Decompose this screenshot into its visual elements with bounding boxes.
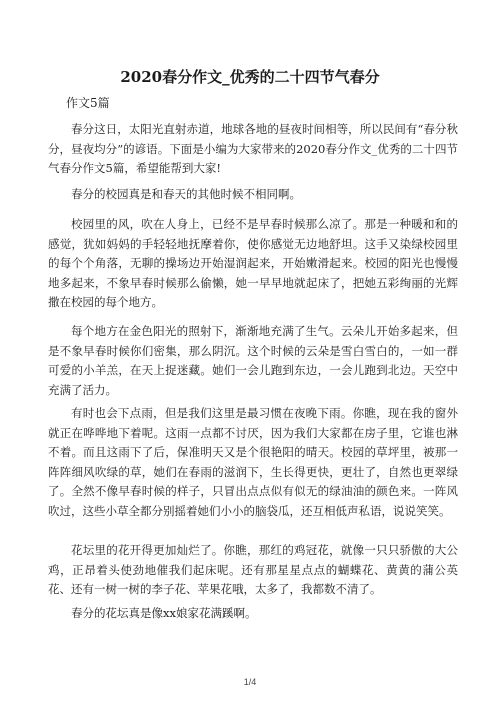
paragraph: 春分的校园真是和春天的其他时候不相同啊。 [71, 187, 301, 201]
paragraph: 每个地方在金色阳光的照射下，渐渐地充满了生气。云朵儿开始多起来，但是不象早春时候你们密集，那么阴沉。这个时候的云朵是雪白雪白的，一如一群可爱的小羊羔，在天上捉迷藏。她们一会儿跑到东边，一会儿跑到北边。天空中充满了活力。 [48, 324, 458, 397]
paragraph: 春分的花坛真是像xx娘家花满蹊啊。 [71, 606, 257, 620]
document-title: 2020春分作文_优秀的二十四节气春分 [120, 68, 380, 86]
paragraph-intro: 春分这日，太阳光直射赤道，地球各地的昼夜时间相等，所以民间有“春分秋分，昼夜均分”的谚语。下面是小编为大家带来的2020春分作文_优秀的二十四节气春分作文5篇，希望能帮到大家! [48, 122, 458, 175]
paragraph: 花坛里的花开得更加灿烂了。你瞧，那红的鸡冠花，就像一只只骄傲的大公鸡，正昂着头使劲地催我们起床呢。还有那星星点点的蝴蝶花、黄黄的蒲公英花、还有一树一树的李子花、苹果花哦，太多了，我都数不清了。 [48, 543, 458, 596]
page-number: 1/4 [243, 677, 257, 687]
paragraph: 校园里的风，吹在人身上，已经不是早春时候那么凉了。那是一种暖和和的感觉，犹如妈妈的手轻轻地抚摩着你，使你感觉无边地舒坦。这手又染绿校园里的每个个角落，无聊的操场边开始湿润起来，开始嫩滑起来。校园的阳光也慢慢地多起来，不象早春时候那么偷懒，她一早早地就起床了，把她五彩绚丽的光辉撒在校园的每个地方。 [48, 217, 458, 309]
document-subtitle: 作文5篇 [66, 96, 110, 110]
paragraph: 有时也会下点雨，但是我们这里是最习惯在夜晚下雨。你瞧，现在我的窗外就正在哗哗地下着呢。这雨一点都不讨厌，因为我们大家都在房子里，它谁也淋不着。而且这雨下了后，保准明天又是个很艳阳的晴天。校园的草坪里，被那一阵阵细风吹绿的草，她们在春雨的滋润下，生长得更快，更壮了，自然也更翠绿了。全然不像早春时候的样子，只冒出点点似有似无的绿油油的颜色来。一阵风吹过，这些小草全都分别摇着她们小小的脑袋瓜，还互相低声私语，说说笑笑。 [48, 406, 458, 518]
